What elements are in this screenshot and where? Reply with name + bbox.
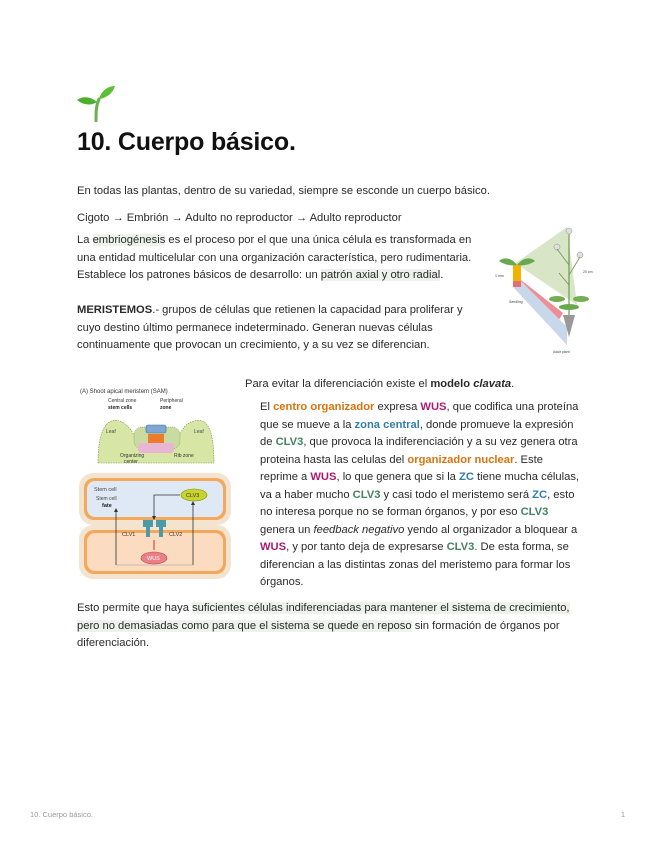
svg-text:(A) Shoot apical meristem (SAM: (A) Shoot apical meristem (SAM) — [80, 389, 168, 395]
page-title: 10. Cuerpo básico. — [77, 128, 296, 156]
term-zona-central: zona central — [354, 418, 420, 431]
svg-text:Organizing: Organizing — [120, 453, 145, 459]
svg-text:CLV2: CLV2 — [169, 532, 183, 538]
highlight-patron: patrón axial y otro radial — [320, 269, 441, 281]
svg-text:1 mm: 1 mm — [495, 274, 504, 278]
clavata-intro: Para evitar la diferenciación existe el modelo clavata. — [245, 378, 515, 390]
clavata-signaling-figure — [76, 470, 236, 582]
term-wus: WUS — [310, 471, 337, 483]
clavata-explanation: El centro organizador expresa WUS, que codifica una proteína que se mueve a la zona central, donde promueve la expresión de CLV3, que provoca la indiferenciación y a su vez genera otra proteina hasta las celulas del organizador nuclear. Este reprime a WUS, lo que genera que si la ZC tiene mucha células, va a haber mucho CLV3 y casi todo el meristemo será ZC, esto no interesa porque no se forman órganos, y por eso CLV3 genera un feedback negativo yendo al organizador a bloquear a WUS, y por tanto deja de expresarse CLV3. De esta forma, se diferencian a las distintas zonas del meristemo para formar los órganos. — [260, 401, 580, 588]
term-clv3: CLV3 — [275, 436, 304, 448]
svg-text:center: center — [124, 459, 138, 465]
svg-text:zone: zone — [160, 405, 172, 411]
term-zc: ZC — [459, 471, 474, 483]
svg-text:Seedling: Seedling — [509, 300, 523, 304]
embryogenesis-paragraph: La embriogénesis es el proceso por el que una única célula es transformada en una entidad multicelular con una organización característica, pero rudimentaria. Establece los patrones básicos de desarrollo: un patrón axial y otro radial. — [77, 234, 472, 281]
term-zc: ZC — [532, 488, 548, 501]
svg-text:Rib zone: Rib zone — [174, 453, 194, 459]
footer-title: 10. Cuerpo básico. — [30, 810, 93, 819]
meristems-paragraph: MERISTEMOS.- grupos de células que retienen la capacidad para proliferar y cuyo destino último permanece indeterminado. Generan nuevas células continuamente que provocan un crecimiento, y a su vez se diferencian. — [77, 304, 463, 351]
svg-text:CLV3: CLV3 — [186, 493, 200, 499]
svg-text:Leaf: Leaf — [194, 429, 204, 435]
svg-text:Peripheral: Peripheral — [160, 398, 183, 404]
svg-text:Central zone: Central zone — [108, 398, 137, 404]
plant-development-figure — [487, 215, 597, 360]
svg-text:fate: fate — [102, 503, 112, 509]
highlight-embriogenesis: embriogénesis — [92, 234, 166, 246]
term-clv3: CLV3 — [352, 488, 381, 501]
svg-text:Adult plant: Adult plant — [553, 350, 570, 354]
svg-text:Leaf: Leaf — [106, 429, 116, 435]
term-centro-organizador: centro organizador — [273, 401, 375, 413]
shoot-apical-meristem-figure — [76, 383, 236, 465]
development-sequence: Cigoto → Embrión → Adulto no reproductor → Adulto reproductor — [77, 212, 402, 224]
highlight-conclusion: suficientes células indiferenciadas para mantener el sistema de crecimiento, pero no demasiadas como para que el sistema se quede en reposo — [77, 602, 570, 632]
page-number: 1 — [620, 810, 625, 819]
svg-text:stem cells: stem cells — [108, 405, 133, 411]
svg-text:CLV1: CLV1 — [122, 532, 136, 538]
term-wus: WUS — [420, 401, 447, 413]
conclusion-paragraph: Esto permite que haya suficientes células indiferenciadas para mantener el sistema de crecimiento, pero no demasiadas como para que el sistema se quede en reposo sin formación de órganos por diferenciación. — [77, 602, 570, 649]
svg-text:Stem cell: Stem cell — [94, 487, 117, 493]
svg-text:20 cm: 20 cm — [583, 270, 593, 274]
svg-text:Stem cell: Stem cell — [96, 496, 117, 502]
term-feedback: feedback negativo — [313, 523, 405, 536]
svg-text:WUS: WUS — [147, 556, 160, 562]
term-organizador-nuclear: organizador nuclear — [407, 453, 515, 466]
term-clv3: CLV3 — [520, 506, 549, 518]
intro-paragraph: En todas las plantas, dentro de su variedad, siempre se esconde un cuerpo básico. — [77, 185, 490, 197]
term-wus: WUS — [260, 541, 287, 553]
term-clv3: CLV3 — [446, 541, 475, 553]
seedling-icon — [76, 84, 116, 122]
